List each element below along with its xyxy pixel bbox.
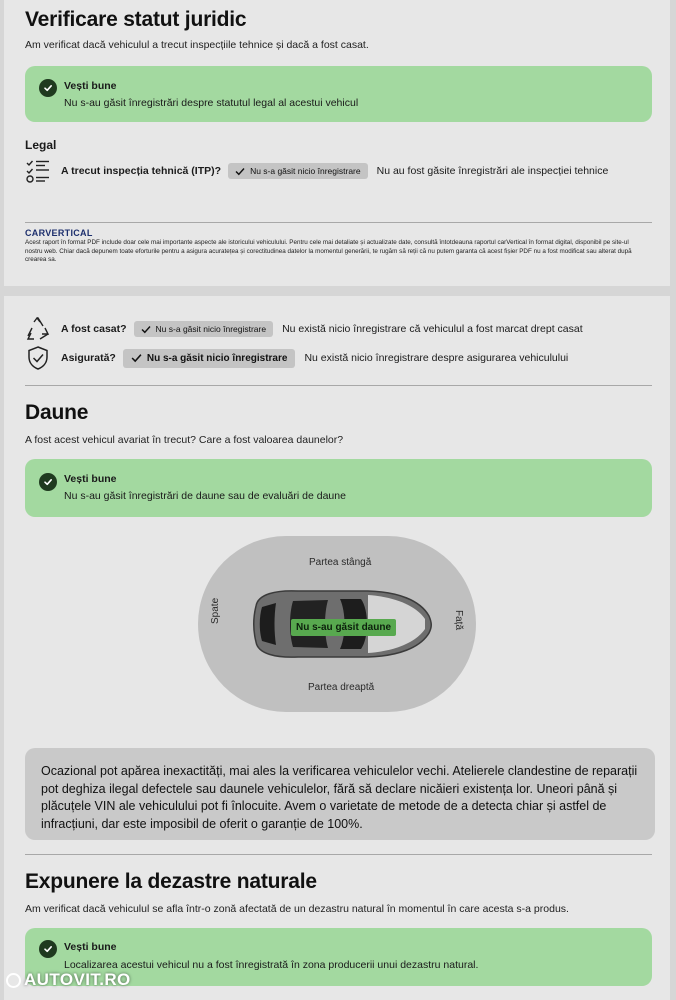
check-icon bbox=[141, 325, 151, 334]
carvertical-logo: CARVERTICAL bbox=[25, 228, 93, 238]
front-label: Față bbox=[453, 610, 464, 631]
scrapped-badge-label: Nu s-a găsit nicio înregistrare bbox=[155, 324, 267, 334]
no-damage-badge: Nu s-au găsit daune bbox=[291, 619, 396, 636]
scrapped-result: Nu există nicio înregistrare că vehiculul a fost marcat drept casat bbox=[282, 323, 583, 335]
insured-result: Nu există nicio înregistrare despre asigurarea vehiculului bbox=[304, 352, 569, 364]
itp-result: Nu au fost găsite înregistrări ale inspecției tehnice bbox=[376, 165, 609, 177]
insured-row bbox=[25, 345, 568, 371]
damage-subtitle: A fost acest vehicul avariat în trecut? Care a fost valoarea daunelor? bbox=[25, 434, 344, 446]
watermark-text: AUTOVIT.RO bbox=[24, 970, 131, 989]
inaccuracy-note: Ocazional pot apărea inexactități, mai ales la verificarea vehiculelor vechi. Atelierele clandestine de reparații pot deghiza ilegal defectele sau daunele vehiculelor, fără să declare nicăieri existența lor. Uneori până și plăcuțele VIN ale vehiculului pot fi înlocuite. Avem o varietate de metode de a detecta chiar și astfel de infracțiuni, dar este imposibil de oferit o garanție de 100%. bbox=[25, 748, 655, 840]
report-page-1 bbox=[4, 0, 670, 286]
check-circle-icon bbox=[39, 473, 57, 491]
right-side-label: Partea dreaptă bbox=[308, 682, 375, 693]
disasters-subtitle: Am verificat dacă vehiculul se afla într-o zonă afectată de un dezastru natural în momentul în care acesta s-a produs. bbox=[25, 903, 569, 915]
check-icon bbox=[235, 167, 245, 176]
divider bbox=[25, 854, 652, 855]
checklist-icon bbox=[25, 158, 51, 184]
divider bbox=[25, 222, 652, 223]
good-news-title: Vești bune bbox=[64, 473, 117, 485]
shield-check-icon bbox=[25, 345, 51, 371]
autovit-watermark bbox=[6, 970, 131, 990]
damage-good-news-box bbox=[25, 459, 652, 517]
disasters-title: Expunere la dezastre naturale bbox=[25, 870, 317, 893]
check-icon bbox=[131, 353, 142, 363]
watermark-logo-icon bbox=[6, 973, 21, 988]
rear-label: Spate bbox=[210, 597, 221, 624]
itp-question: A trecut inspecția tehnică (ITP)? bbox=[61, 165, 222, 177]
divider bbox=[25, 385, 652, 386]
check-circle-icon bbox=[39, 940, 57, 958]
legal-status-subtitle: Am verificat dacă vehiculul a trecut inspecțiile tehnice și dacă a fost casat. bbox=[25, 39, 369, 51]
legal-good-news-box bbox=[25, 66, 652, 122]
insured-question: Asigurată? bbox=[61, 352, 116, 364]
good-news-text: Nu s-au găsit înregistrări despre statutul legal al acestui vehicul bbox=[64, 97, 359, 109]
scrapped-status-badge bbox=[134, 321, 274, 337]
pdf-disclaimer: Acest raport în format PDF include doar cele mai importante aspecte ale istoricului vehiculului. Pentru cele mai detaliate și actualizate date, consultă întotdeauna raportul carVertical în format digital, disponibil pe site-ul nostru web. Chiar dacă depunem toate eforturile pentru a asigura acuratețea și corectitudinea datelor la momentul generării, te rugăm să reții că nu putem garanta că acest fișier PDF nu a fost modificat sau alterat după crearea sa. bbox=[25, 239, 632, 264]
itp-row bbox=[25, 158, 608, 184]
damage-title: Daune bbox=[25, 401, 89, 424]
report-page-2 bbox=[4, 296, 670, 1000]
itp-status-badge bbox=[228, 163, 368, 179]
good-news-text: Localizarea acestui vehicul nu a fost înregistrată în zona producerii unui dezastru natural. bbox=[64, 959, 479, 971]
left-side-label: Partea stângă bbox=[309, 557, 372, 568]
scrapped-question: A fost casat? bbox=[61, 323, 127, 335]
scrapped-row bbox=[25, 316, 583, 342]
good-news-title: Vești bune bbox=[64, 80, 117, 92]
good-news-title: Vești bune bbox=[64, 941, 117, 953]
legal-status-title: Verificare statut juridic bbox=[25, 8, 247, 31]
itp-badge-label: Nu s-a găsit nicio înregistrare bbox=[250, 166, 361, 176]
legal-section-label: Legal bbox=[25, 138, 57, 152]
good-news-text: Nu s-au găsit înregistrări de daune sau de evaluări de daune bbox=[64, 490, 346, 502]
insured-badge-label: Nu s-a găsit nicio înregistrare bbox=[146, 352, 288, 364]
check-circle-icon bbox=[39, 79, 57, 97]
recycle-icon bbox=[25, 316, 51, 342]
insured-status-badge bbox=[123, 349, 296, 368]
